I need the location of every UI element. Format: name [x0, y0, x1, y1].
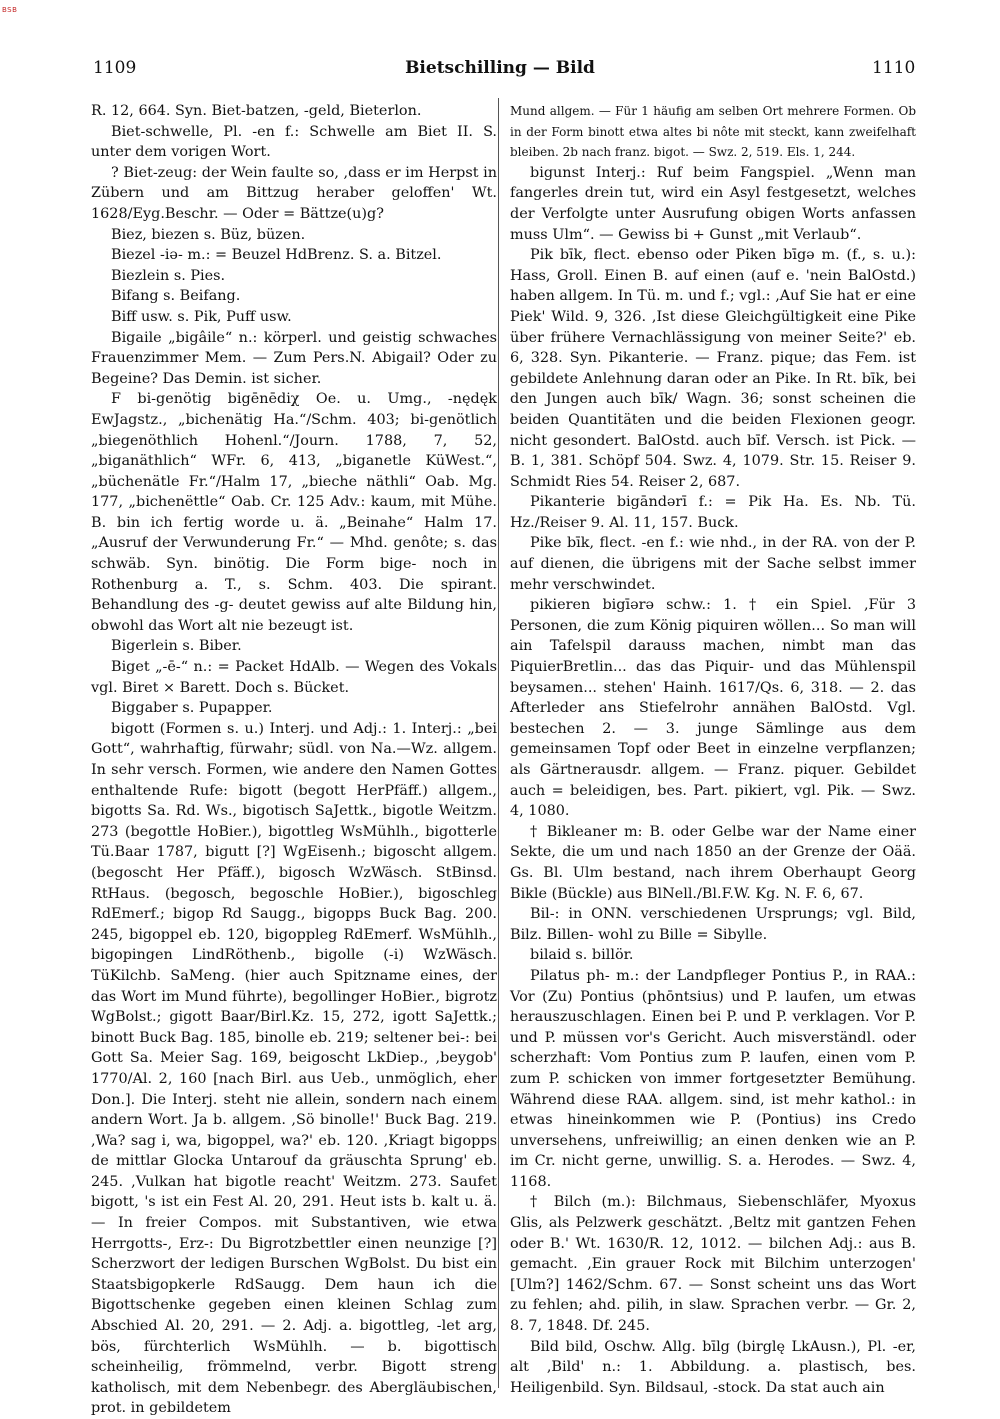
dictionary-entry: † Bikleaner m: B. oder Gelbe war der Name einer Sekte, die um und nach 1850 an der Grenze der Oää. Gs. Bl. Ulm bestand, nach ihrem Oberhaupt Georg Bikle (Bückle) aus BlNell./Bl.F.W. Kg. N. F. 6, 67.	[510, 823, 916, 902]
dictionary-entry: Bild bild, Oschw. Allg. bīlg (birglę LkAusn.), Pl. -er, alt ,Bild' n.: 1. Abbildung. a. plastisch, bes. Heiligenbild. Syn. Bildsaul, -stock. Da stat auch ain	[510, 1338, 916, 1396]
dictionary-entry: bilaid s. billör.	[530, 947, 634, 964]
right-column	[510, 101, 916, 1396]
dictionary-entry: Pikanterie bigāndərī f.: = Pik Ha. Es. Nb. Tü. Hz./Reiser 9. Al. 11, 157. Buck.	[510, 494, 916, 531]
dictionary-entry: Mund allgem. — Für 1 häufig am selben Ort mehrere Formen. Ob in der Form binott etwa altes bi nôte mit steckt, kann zweifelhaft bleiben. 2b nach franz. bigot. — Swz. 2, 519. Els. 1, 244.	[510, 104, 916, 160]
dictionary-entry: Bil-: in ONN. verschiedenen Ursprungs; vgl. Bild, Bilz. Billen- wohl zu Bille = Sibylle.	[510, 906, 916, 943]
dictionary-entry: Biget „-ē-“ n.: = Packet HdAlb. — Wegen des Vokals vgl. Biret × Barett. Doch s. Bücket.	[91, 659, 497, 696]
running-title: Bietschilling — Bild	[405, 58, 595, 78]
page-number-left: 1109	[93, 58, 137, 78]
dictionary-entry: R. 12, 664. Syn. Biet-batzen, -geld, Bieterlon.	[91, 103, 422, 119]
dictionary-entry: bigott (Formen s. u.) Interj. und Adj.: 1. Interj.: „bei Gott“, wahrhaftig, fürwahr; südl. von Na.—Wz. allgem. In sehr versch. Formen, wie andere den Namen Gottes enthaltende Rufe: bigott (begott HerPfäff.) allgem., bigotts Sa. Rd. Ws., bigotisch SaJettk., bigotle Weitzm. 273 (begottle HoBier.), bigottleg WsMühlh., bigotterle Tü.Baar 1787, bigutt [?] WgEisenh.; bigoscht allgem. (begoscht Her Pfäff.), bigosch WzWäsch. StBinsd. RtHaus. (begosch, begoschle HoBier.), bigoschleg RdEmerf.; bigop Rd Saugg., bigopps Buck Bag. 200. 245, bigoppel eb. 120, bigoppleg RdEmerf. WsMühlh., bigopingen LindRöthenb., bigolle (-i) WzWäsch. TüKilchb. SaMeng. (hier auch Spitzname eines, der das Wort im Mund führte), begollinger HoBier., bigrotz WgBolst.; gigott Baar/Birl.Kz. 15, 272, igott SaJettk.; binott Buck Bag. 185, binolle eb. 219; seltener bei-: bei Gott Sa. Meier Sag. 169, beigoscht LkDiep., ,beygob' 1770/Al. 2, 160 [nach Birl. aus Ueb., unmöglich, eher Don.]. Die Interj. steht nie allein, sondern nach einem andern Wort. Ja b. allgem. ,Sö binolle!' Buck Bag. 219. ,Wa? sag i, wa, bigoppel, wa?' eb. 120. ,Kriagt bigopps de mittlar Glocka Untarouf da gräuschta Sprung' eb. 245. ,Vulkan hat bigotle reacht' Weitzm. 273. Saufet bigott, 's ist ein Fest Al. 20, 291. Heut ists b. kalt u. ä. — In freier Compos. mit Substantiven, wie etwa Herrgotts-, Erz-: Du Bigrotzbettler einen neunzige [?] Scherzwort der ledigen Burschen WgBolst. Du bist ein Staatsbigopkerle RdSaugg. Dem haun ich die Bigottschenke gegeben einen kleinen Schlag zum Abschied Al. 20, 291. — 2. Adj. a. bigottleg, -let arg, bös, fürchterlich WsMühlh. — b. bigottisch scheinheilig, frömmelnd, verbr. Bigott streng katholisch, mit dem Nebenbegr. des Abergläubischen, prot. in gebildetem	[91, 720, 497, 1417]
dictionary-entry: Biezel -iə- m.: = Beuzel HdBrenz. S. a. Bitzel.	[111, 247, 442, 264]
dictionary-entry: Biet-schwelle, Pl. -en f.: Schwelle am Biet II. S. unter dem vorigen Wort.	[91, 123, 497, 161]
dictionary-entry: Pilatus ph- m.: der Landpfleger Pontius P., in RAA.: Vor (Zu) Pontius (phōntsius) und P. laufen, um etwas herauszuschlagen. Einen bei P. und P. verklagen. Vor P. und P. müssen vor's Gericht. Auch misverständl. oder scherzhaft: Vom Pontius zum P. laufen, einen vom P. zum P. schicken von immer fortgesetzter Bemühung. Während diese RAA. allgem. sind, ist mehr kathol.: in etwas hineinkommen wie P. (Pontius) ins Credo unversehens, unfreiwillig; an einen denken wie an P. im Cr. nicht gerne, unwillig. S. a. Herodes. — Swz. 4, 1168.	[510, 967, 916, 1190]
left-column	[91, 101, 497, 1417]
dictionary-entry: Biezlein s. Pies.	[111, 267, 226, 284]
dictionary-entry: Bifang s. Beifang.	[111, 288, 241, 305]
dictionary-entry: Biez, biezen s. Büz, büzen.	[111, 226, 306, 243]
dictionary-entry: bigunst Interj.: Ruf beim Fangspiel. „Wenn man fangerles drein tut, wird ein Asyl festgesetzt, welches der Verfolgte unter Ausrufung obigen Worts anfassen muss Ulm“. — Gewiss bi + Gunst „mit Verlaub“.	[510, 164, 916, 243]
library-stamp: BSB	[2, 6, 18, 14]
dictionary-entry: pikieren bigīərə schw.: 1. † ein Spiel. ,Für 3 Personen, die zum König piquiren wöllen... So man will ain Tafelspil darauss machen, nimbt man das PiquierBretlin... das das Piquir- und das Mühlenspil beysamen... stehen' Hainh. 1617/Qs. 6, 318. — 2. das Afterleder ans Stiefelrohr annähen BalOstd. Vgl. bestechen 2. — 3. junge Sämlinge aus dem gemeinsamen Topf oder Beet in einzelne verpflanzen; als Gärtnerausdr. allgem. — Franz. piquer. Gebildet auch = beleidigen, bes. Part. pikiert, vgl. Pik. — Swz. 4, 1080.	[510, 597, 916, 820]
page-header	[0, 58, 1000, 82]
dictionary-entry: F bi-genötig bigēnēdiχ Oe. u. Umg., -nędęk EwJagstz., „bichenätig Ha.“/Schm. 403; bi-genötlich „biegenöthlich Hohenl.“/Journ. 1788, 7, 52, „biganäthlich“ WFr. 6, 413, „biganetle KüWest.“, „büchenätle Fr.“/Halm 17, „bieche näthli“ Oab. Mg. 177, „bichenëttle“ Oab. Cr. 125 Adv.: kaum, mit Mühe. B. bin ich fertig worde u. ä. „Beinahe“ Halm 17. „Ausruf der Verwunderung Fr.“ — Mhd. genôte; s. das schwäb. Syn. binötig. Die Form bige- noch in Rothenburg a. T., s. Schm. 403. Die spirant. Behandlung des -g- deutet gewiss auf alte Bildung hin, obwohl das Wort alt nie bezeugt ist.	[91, 391, 497, 634]
dictionary-entry: Pik bīk, flect. ebenso oder Piken bīgə m. (f., s. u.): Hass, Groll. Einen B. auf einen (auf e. 'nein BalOstd.) haben allgem. In Tü. m. und f.; vgl.: ,Auf Sie hat er eine Piek' Wild. 9, 326. ,Ist diese Gleichgültigkeit eine Pike über frühere Vernachlässigung von meiner Seite?' eb. 6, 328. Syn. Pikanterie. — Franz. pique; das Fem. ist gebildete Anlehnung daran oder an Pike. In Rt. bīk, bei den Jungen auch bīk/ Wagn. 36; sonst scheinen die beiden Quantitäten und die beiden Flexionen geogr. nicht gesondert. BalOstd. auch bīf. Versch. ist Pick. — B. 1, 381. Schöpf 504. Swz. 4, 1079. Str. 15. Reiser 9. Schmidt Ries 54. Reiser 2, 687.	[510, 247, 916, 490]
dictionary-entry: Bigaile „bigâile“ n.: körperl. und geistig schwaches Frauenzimmer Mem. — Zum Pers.N. Abigail? Oder zu Begeine? Das Demin. ist sicher.	[91, 329, 497, 387]
dictionary-entry: Bigerlein s. Biber.	[111, 638, 242, 655]
dictionary-entry: † Bilch (m.): Bilchmaus, Siebenschläfer, Myoxus Glis, als Pelzwerk geschätzt. ,Beltz mit gantzen Fehen oder B.' Wt. 1630/R. 12, 1012. — bilchen Adj.: aus B. gemacht. ,Ein grauer Rock mit Bilchim unterzogen' [Ulm?] 1462/Schm. 67. — Sonst scheint uns das Wort zu fehlen; ahd. pilih, in slaw. Sprachen verbr. — Gr. 2, 8. 7, 1848. Df. 245.	[510, 1194, 916, 1335]
dictionary-entry: ? Biet-zeug: der Wein faulte so, ,dass er im Herpst in Zübern und am Bittzug heraber geloffen' Wt. 1628/Eyg.Beschr. — Oder = Bättze(u)g?	[91, 164, 497, 222]
page-number-right: 1110	[872, 58, 916, 78]
column-divider	[498, 98, 499, 1388]
dictionary-entry: Biff usw. s. Pik, Puff usw.	[111, 308, 292, 325]
dictionary-entry: Pike bīk, flect. -en f.: wie nhd., in der RA. von der P. auf dienen, die übrigens mit der Sache selbst immer mehr verschwindet.	[510, 535, 916, 593]
dictionary-entry: Biggaber s. Pupapper.	[111, 700, 273, 717]
